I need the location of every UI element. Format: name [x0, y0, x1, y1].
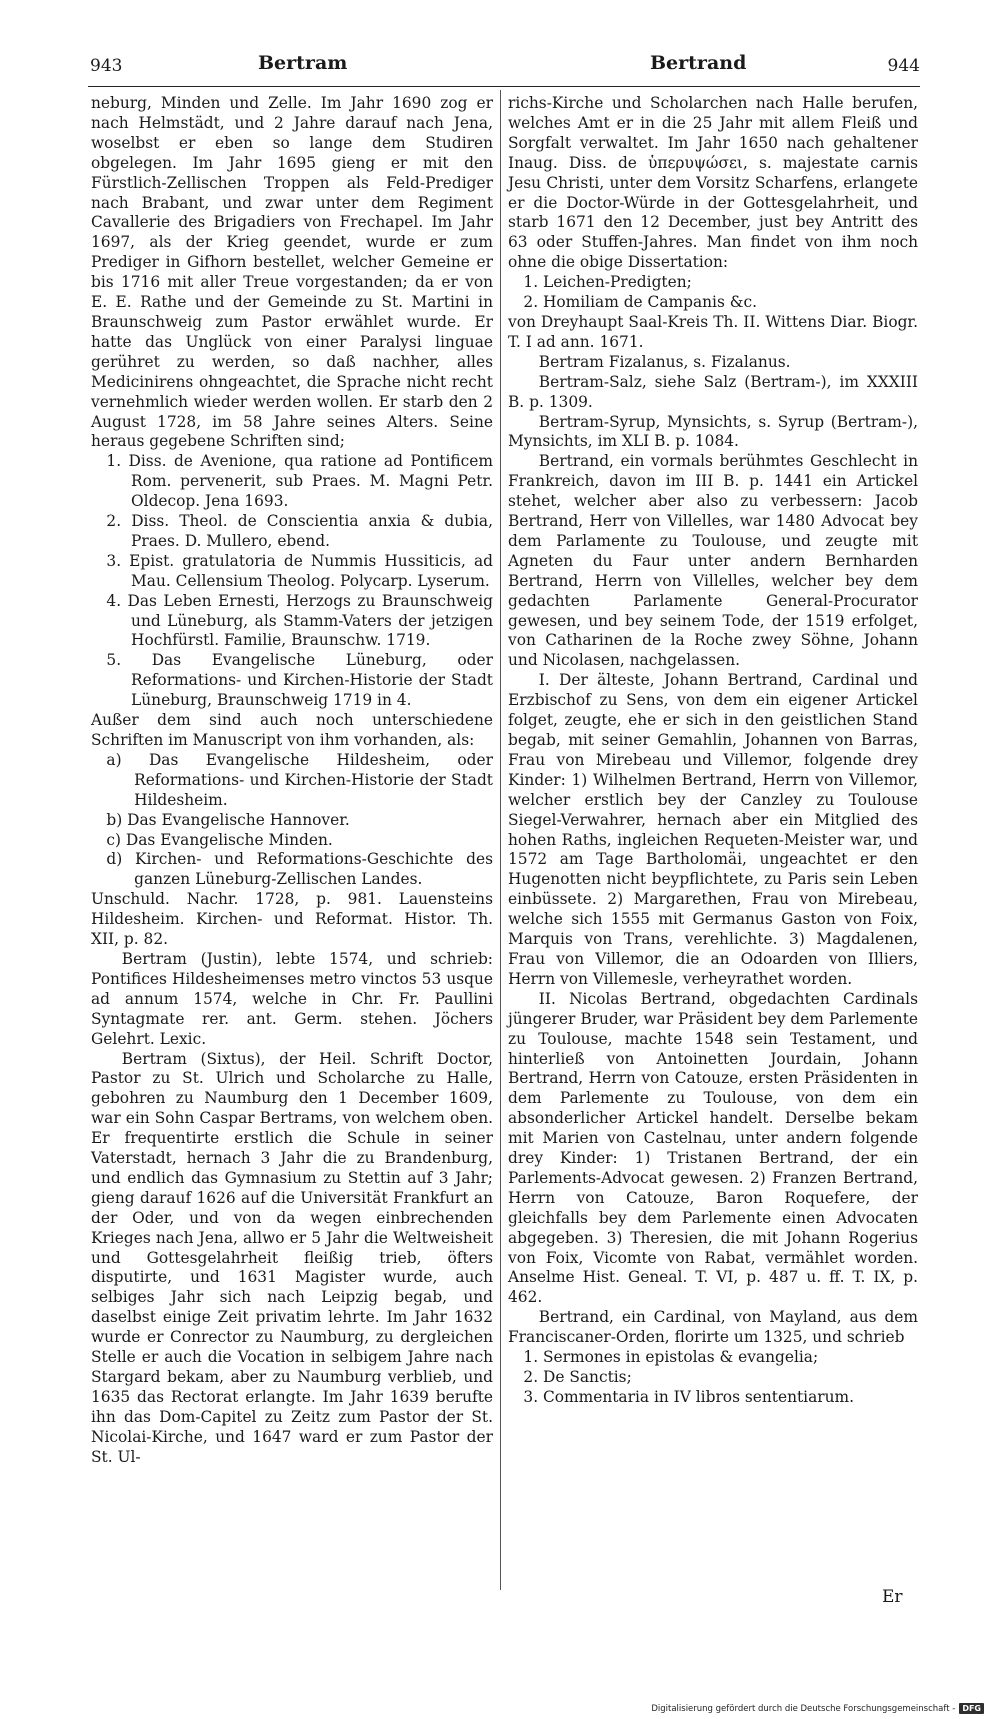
list-item: a) Das Evangelische Hildesheim, oder Reformations- und Kirchen-Historie der Stadt Hildesheim.	[106, 750, 493, 809]
list-item: 3. Epist. gratulatoria de Nummis Hussiticis, ad Mau. Cellensium Theolog. Polycarp. Lyserum.	[106, 551, 493, 590]
entry-bertram-justin: Bertram (Justin), lebte 1574, und schrieb: Pontifices Hildesheimenses metro vinctos 53 usque ad annum 1574, welche in Chr. Fr. Paullini Syntagmate rer. ant. Germ. stehen. Jöchers Gelehrt. Lexic.	[91, 949, 493, 1048]
list-item: 4. Das Leben Ernesti, Herzogs zu Braunschweig und Lüneburg, als Stamm-Vaters der jetzigen Hochfürstl. Familie, Braunschw. 1719.	[106, 591, 493, 650]
list-item: 1. Sermones in epistolas & evangelia;	[523, 1348, 819, 1367]
list-item: 2. De Sanctis;	[523, 1368, 632, 1386]
page-number-left: 943	[90, 56, 123, 76]
running-title-right: Bertrand	[650, 52, 747, 74]
paragraph-nicolas-bertrand: II. Nicolas Bertrand, obgedachten Cardinals jüngerer Bruder, war Präsident bey dem Parlemente zu Toulouse, machte 1548 sein Testament, und hinterließ von Antoinetten Jourdain, Johann Bertrand, Herrn von Catouze, ersten Präsidenten in dem Parlemente zu Toulouse, von dem ein absonderlicher Artickel handelt. Derselbe bekam mit Marien von Castelnau, unter andern folgende drey Kinder: 1) Tristanen Bertrand, der ein Parlements-Advocat gewesen. 2) Franzen Bertrand, Herrn von Catouze, Baron Roquefere, der gleichfalls bey dem Parlemente einen Advocaten abgegeben. 3) Theresien, die mit Johann Rogerius von Foix, Vicomte von Rabat, vermählet worden. Anselme Hist. Geneal. T. VI, p. 487 u. ff. T. IX, p. 462.	[508, 989, 918, 1307]
list-item: c) Das Evangelische Minden.	[106, 830, 333, 849]
right-column	[508, 94, 918, 1408]
list-item: d) Kirchen- und Reformations-Geschichte des ganzen Lüneburg-Zellischen Landes.	[106, 850, 493, 889]
running-title-left: Bertram	[258, 52, 348, 74]
list-item: 5. Das Evangelische Lüneburg, oder Reformations- und Kirchen-Historie der Stadt Lüneburg, Braunschweig 1719 in 4.	[106, 651, 493, 710]
left-column	[91, 94, 493, 1468]
catchword: Er	[882, 1587, 903, 1607]
dfg-logo: DFG	[959, 1703, 984, 1714]
list-item: 1. Leichen-Predigten;	[523, 273, 692, 292]
entry-bertrand-family: Bertrand, ein vormals berühmtes Geschlecht in Frankreich, davon im III B. p. 1441 ein Artickel stehet, welcher aber also zu verbessern: Jacob Bertrand, Herr von Villelles, war 1480 Advocat bey dem Parlamente zu Toulouse, und zeugte mit Agneten du Faur unter andern Bernharden Bertrand, Herrn von Villelles, welcher bey dem gedachten Parlamente General-Procurator gewesen, und bey seinem Tode, der 1519 erfolget, von Catharinen de la Roche zwey Söhne, Johann und Nicolasen, nachgelassen.	[508, 452, 918, 670]
list-item: 1. Diss. de Avenione, qua ratione ad Pontificem Rom. pervenerit, sub Praes. M. Magni Petr. Oldecop. Jena 1693.	[106, 452, 493, 511]
list-item: 2. Diss. Theol. de Conscientia anxia & dubia, Praes. D. Mullero, ebend.	[106, 512, 493, 550]
paragraph-johann-bertrand: I. Der älteste, Johann Bertrand, Cardinal und Erzbischof zu Sens, von dem ein eigener Artickel folget, zeugte, ehe er sich in den geistlichen Stand begab, mit seiner Gemahlin, Johannen von Barras, Frau von Mirebeau und Villemor, folgende drey Kinder: 1) Wilhelmen Bertrand, Herrn von Villemor, welcher erstlich bey der Canzley zu Toulouse Siegel-Verwahrer, hernach aber ein Mitglied des hohen Raths, ingleichen Requeten-Meister war, und 1572 am Tage Bartholomäi, ungeachtet er den Hugenotten nicht beypflichtete, zu Paris sein Leben einbüssete. 2) Margarethen, Frau von Mirebeau, welche sich 1555 mit Germanus Gaston von Foix, Marquis von Trans, verehlichte. 3) Magdalenen, Frau von Villemor, die an Odoarden von Illiers, Herrn von Villemesle, verheyrathet worden.	[508, 671, 918, 988]
list-item: b) Das Evangelische Hannover.	[106, 810, 350, 829]
works-list	[508, 1348, 918, 1408]
manuscripts-list	[91, 751, 493, 890]
works-list	[91, 452, 493, 711]
footer-text: Digitalisierung gefördert durch die Deutsche Forschungsgemeinschaft -	[651, 1703, 956, 1714]
paragraph: richs-Kirche und Scholarchen nach Halle berufen, welches Amt er in die 25 Jahr mit allem Fleiß und Sorgfalt verwaltet. Im Jahr 1650 nach gehaltener Inaug. Diss. de ὑπερυψώσει, s. majestate carnis Jesu Christi, unter dem Vorsitz Scharfens, erlangete er die Doctor-Würde in der Gottesgelahrheit, und starb 1671 den 12 December, just bey Antritt des 63 oder Stuffen-Jahres. Man findet von ihm noch ohne die obige Dissertation:	[508, 94, 918, 272]
list-item: 3. Commentaria in IV libros sententiarum.	[523, 1387, 855, 1406]
page-number-right: 944	[887, 56, 920, 76]
reference: Unschuld. Nachr. 1728, p. 981. Lauensteins Hildesheim. Kirchen- und Reformat. Histor. Th. XII, p. 82.	[91, 890, 493, 949]
list-item: 2. Homiliam de Campanis &c.	[523, 293, 757, 312]
running-header	[90, 52, 920, 80]
entry-bertram-salz: Bertram-Salz, siehe Salz (Bertram-), im XXXIII B. p. 1309.	[508, 372, 918, 411]
entry-bertram-fizalanus: Bertram Fizalanus, s. Fizalanus.	[538, 352, 791, 371]
digitization-footer	[651, 1703, 984, 1714]
reference: von Dreyhaupt Saal-Kreis Th. II. Wittens Diar. Biogr. T. I ad ann. 1671.	[508, 312, 918, 351]
entry-bertram-syrup: Bertram-Syrup, Mynsichts, s. Syrup (Bertram-), Mynsichts, im XLI B. p. 1084.	[508, 412, 918, 451]
column-divider	[500, 90, 501, 1590]
entry-bertram-sixtus: Bertram (Sixtus), der Heil. Schrift Doctor, Pastor zu St. Ulrich und Scholarche zu Halle, gebohren zu Naumburg den 1 December 1609, war ein Sohn Caspar Bertrams, von welchem oben. Er frequentirte erstlich die Schule in seiner Vaterstadt, hernach 3 Jahr die zu Brandenburg, und endlich das Gymnasium zu Stettin auf 3 Jahr; gieng darauf 1626 auf die Universität Frankfurt an der Oder, und von da wegen einbrechenden Krieges nach Jena, allwo er 5 Jahr die Weltweisheit und Gottesgelahrheit fleißig trieb, öfters disputirte, und 1631 Magister wurde, auch selbiges Jahr sich nach Leipzig begab, und daselbst einige Zeit privatim lehrte. Im Jahr 1632 wurde er Conrector zu Naumburg, zu dergleichen Stelle er auch die Vocation in selbigem Jahre nach Stargard bekam, aber zu Naumburg verblieb, und 1635 das Rectorat erlangte. Im Jahr 1639 berufte ihn das Dom-Capitel zu Zeitz zum Pastor der St. Nicolai-Kirche, und 1647 ward er zum Pastor der St. Ul-	[91, 1049, 493, 1466]
paragraph: neburg, Minden und Zelle. Im Jahr 1690 zog er nach Helmstädt, und 2 Jahre darauf nach Jena, woselbst er eben so lange dem Studiren obgelegen. Im Jahr 1695 gieng er mit den Fürstlich-Zellischen Troppen als Feld-Prediger nach Brabant, und zwar unter dem Regiment Cavallerie des Brigadiers von Frechapel. Im Jahr 1697, als der Krieg geendet, wurde er zum Prediger in Gifhorn bestellet, welcher Gemeine er bis 1716 mit aller Treue vorgestanden; da er von E. E. Rathe und der Gemeinde zu St. Martini in Braunschweig zum Pastor erwählet wurde. Er hatte das Unglück von einer Paralysi linguae gerühret zu werden, so daß nachher, alles Medicinirens ohngeachtet, die Sprache nicht recht vernehmlich wieder werden wollen. Er starb den 2 August 1728, im 58 Jahre seines Alters. Seine heraus gegebene Schriften sind;	[91, 94, 493, 451]
paragraph: Außer dem sind auch noch unterschiedene Schriften im Manuscript von ihm vorhanden, als:	[91, 711, 493, 749]
entry-bertrand-cardinal: Bertrand, ein Cardinal, von Mayland, aus dem Franciscaner-Orden, florirte um 1325, und schrieb	[508, 1308, 918, 1347]
works-list	[508, 273, 918, 313]
header-rule	[88, 86, 920, 87]
